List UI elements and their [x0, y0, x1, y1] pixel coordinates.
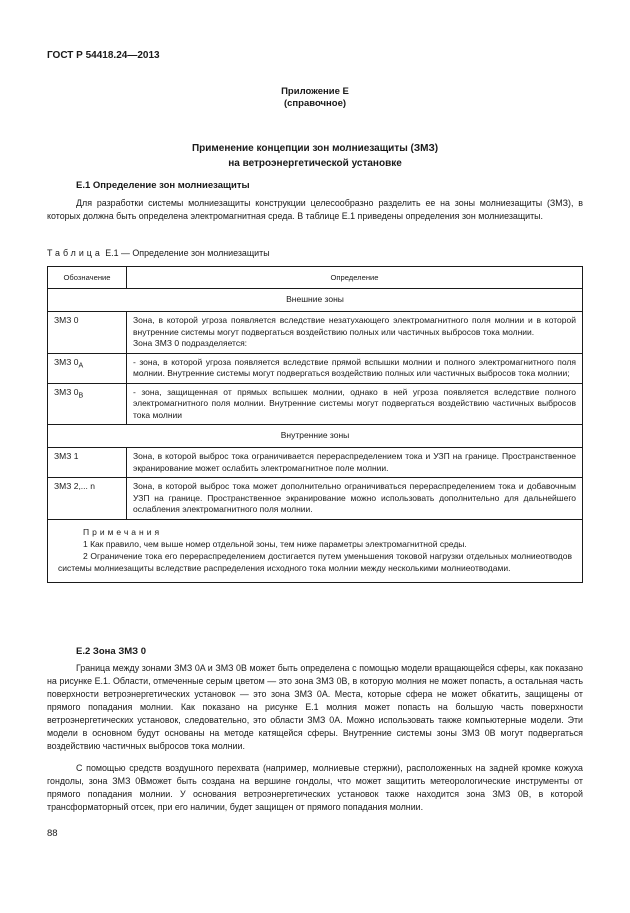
column-header-designation: Обозначение	[48, 267, 127, 289]
table-group-row	[48, 425, 583, 448]
zone-definition	[127, 312, 583, 354]
zone-code-subscript: A	[78, 361, 84, 370]
zone-definition: - зона, в которой угроза появляется вследствие прямой вспышки молнии и полного электромагнитного поля молнии. Внутренние системы могут подвергаться воздействию полных или частичных выбросов тока молнии;	[127, 353, 583, 383]
zone-code	[48, 312, 127, 354]
table-caption	[47, 248, 270, 258]
zone-definition-extra: Зона ЗМЗ 0 подразделяется:	[133, 338, 248, 348]
table-notes-row	[48, 519, 583, 582]
appendix-subtitle: (справочное)	[283, 98, 347, 109]
appendix-title: Приложение Е	[281, 86, 349, 97]
zone-code	[48, 478, 127, 520]
document-title-line-1: Применение концепции зон молниезащиты (ЗМЗ)	[191, 143, 439, 154]
table-caption-text: Е.1 — Определение зон молниезащиты	[102, 248, 270, 258]
table-caption-prefix: Таблица	[47, 248, 103, 258]
table-row	[48, 383, 583, 425]
table-row	[48, 312, 583, 354]
note-1: 1 Как правило, чем выше номер отдельной зоны, тем ниже параметры электромагнитной среды.	[83, 538, 467, 549]
section-2-heading: Е.2 Зона ЗМЗ 0	[76, 646, 147, 657]
column-header-definition: Определение	[127, 267, 583, 289]
table-row	[48, 448, 583, 478]
zone-definition: Зона, в которой выброс тока может дополнительно ограничиваться перераспределением тока и добавочным УЗП на границе. Пространственное экранирование можно использовать дополнительно для дальнейшего ослабления электромагнитного поля молнии.	[127, 478, 583, 520]
zone-code-text: ЗМЗ 0	[54, 386, 79, 397]
section-1-paragraph: Для разработки системы молниезащиты конструкции целесообразно разделить ее на зоны молниезащиты (ЗМЗ), в которых должна быть определена электромагнитная среда. В таблице Е.1 приведены определения зон молниезащиты.	[47, 198, 583, 221]
table-row	[48, 478, 583, 520]
zone-code-text: ЗМЗ 0	[54, 356, 79, 367]
table-row	[48, 353, 583, 383]
standard-designation: ГОСТ Р 54418.24—2013	[47, 50, 160, 61]
zone-definition-text: Зона, в которой угроза появляется вследствие незатухающего электромагнитного поля молнии и в которой внутренние системы могут подвергаться воздействию полных или частичных выбросов тока молнии.	[133, 315, 576, 337]
section-2-paragraph-2: С помощью средств воздушного перехвата (например, молниевые стержни), расположенных на задней кромке кожуха гондолы, зона ЗМЗ 0Bможет быть создана на вершине гондолы, что может защитить метеорологические инструменты от прямого попадания молнии. У основания ветроэнергетических установок также находится зона ЗМЗ 0B, в которой трансформаторный отсек, при его наличии, будет защищен от прямого попадания молнии.	[47, 763, 583, 812]
group-internal-zones: Внутренние зоны	[48, 425, 583, 448]
zones-table	[47, 266, 583, 583]
zone-code-subscript: B	[78, 391, 84, 400]
page-number: 88	[47, 828, 58, 839]
group-external-zones: Внешние зоны	[48, 289, 583, 312]
zone-code-text: ЗМЗ 2,... n	[54, 481, 95, 491]
section-1-heading: Е.1 Определение зон молниезащиты	[76, 180, 250, 191]
table-notes	[48, 519, 583, 582]
zone-code-text: ЗМЗ 0	[54, 315, 79, 325]
zone-definition: Зона, в которой выброс тока ограничивается перераспределением тока и УЗП на границе. Пространственное экранирование может ослабить электромагнитное поле молнии.	[127, 448, 583, 478]
notes-heading: Примечания	[83, 526, 163, 537]
table-header-row	[48, 267, 583, 289]
zone-definition: - зона, защищенная от прямых вспышек молнии, однако в ней угроза появляется вследствие полного электромагнитного поля молнии. Внутренние системы могут подвергаться воздействию частичных выбросов тока молнии	[127, 383, 583, 425]
note-2: 2 Ограничение тока его перераспределением достигается путем уменьшения токовой нагрузки отдельных молниеотводов системы молниезащиты вследствие распределения исходного тока молнии между несколькими молниеотводами.	[58, 550, 572, 573]
zone-code	[48, 383, 127, 425]
zone-code-text: ЗМЗ 1	[54, 451, 79, 461]
zone-code	[48, 353, 127, 383]
zone-code	[48, 448, 127, 478]
section-2-paragraph-1: Граница между зонами ЗМЗ 0A и ЗМЗ 0B может быть определена с помощью модели вращающейся сферы, как показано на рисунке Е.1. Области, отмеченные серым цветом — это зона ЗМЗ 0B, в которую молния не может попасть, а остальная часть поверхности ветроэнергетических установок — это зона ЗМЗ 0A. Места, которые сфера не может обкатить, защищены от прямого попадания молнии. Как показано на рисунке Е.1 молния может попасть на большую часть поверхности ветроэнергетических установок, следовательно, это области ЗМЗ 0A. Можно использовать также компьютерные модели. Эти модели в основном будут основаны на методе катящейся сферы. Внутренние системы зоны ЗМЗ 0B могут подвергаться воздействию частичных выбросов тока молнии.	[47, 663, 583, 751]
table-group-row	[48, 289, 583, 312]
document-title-line-2: на ветроэнергетической установке	[228, 158, 402, 169]
